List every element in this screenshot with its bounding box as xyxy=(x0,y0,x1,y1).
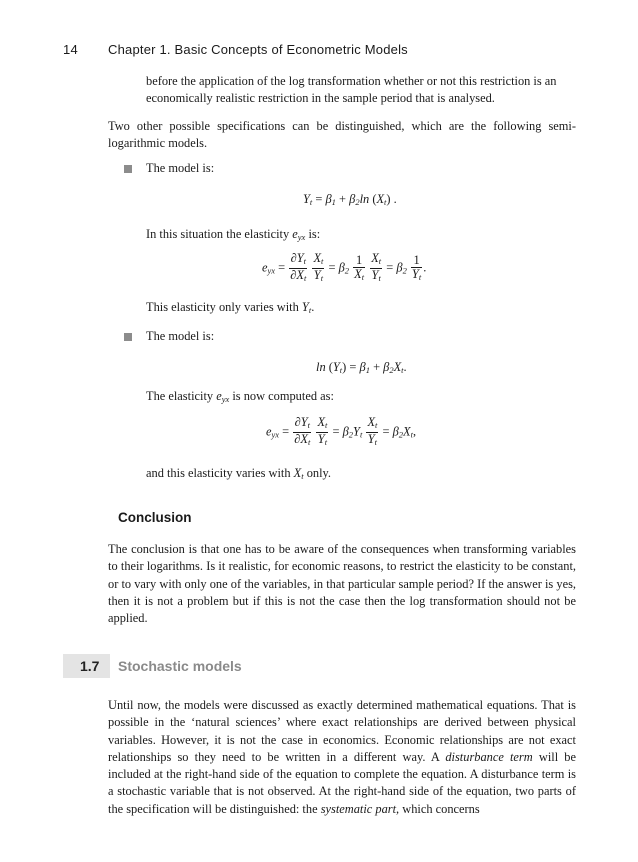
intro-line-1: before the application of the log transformation whether or not this restriction is an xyxy=(146,74,557,88)
conclusion-heading: Conclusion xyxy=(118,510,192,525)
bullet-square-icon xyxy=(124,165,132,173)
term-systematic-part: systematic part, xyxy=(320,801,400,816)
elasticity-intro-after: is: xyxy=(308,227,321,241)
intro-continuation xyxy=(146,73,576,108)
section-title: Stochastic models xyxy=(118,658,242,674)
item1-note: This elasticity only varies with $Y_t$. xyxy=(146,300,315,315)
conclusion-text: The conclusion is that one has to be aware of the consequences when transforming variables to their logarithms. Is it realistic, for economic reasons, to restrict the elasticity to be constant, or to vary with only one of the variables, in that particular sample period? If the answer is yes, then it is not a problem but if this is not the case then the log transformation should not be applied. xyxy=(108,542,576,626)
term-disturbance: disturbance term xyxy=(445,749,533,764)
item1-lead: The model is: xyxy=(146,161,215,175)
paragraph-semi-log: Two other possible specifications can be distinguished, which are the following semi-logarithmic models. xyxy=(108,119,576,151)
equation-elasticity-2: $e_{yx}$ = $\frac{\partial Y_t}{\partial X_t}$ $\frac{X_t}{Y_t}$ = $\beta_2Y_t$ $\frac{X_t}{Y_t}$ = $\beta_2X_t$, xyxy=(266,415,417,447)
equation-elasticity-1: $e_{yx}$ = $\frac{\partial Y_t}{\partial X_t}$ $\frac{X_t}{Y_t}$ = $\beta_2$ $\frac{1}{X_t}$ $\frac{X_t}{Y_t}$ = $\beta_2$ $\frac{1}{Y_t}$ . xyxy=(262,251,427,283)
equation-model-1: $Y_t = \beta_1 + \beta_2\ln$ $(X_t)$ . xyxy=(303,192,397,207)
elasticity-intro-text: In this situation the elasticity xyxy=(146,227,290,241)
running-header-title: Chapter 1. Basic Concepts of Econometric Models xyxy=(108,42,408,57)
page-number: 14 xyxy=(63,42,79,57)
item2-elasticity-intro: The elasticity $e_{yx}$ is now computed as: xyxy=(146,389,334,404)
section-number: 1.7 xyxy=(80,658,100,674)
item2-note: and this elasticity varies with $X_t$ only. xyxy=(146,466,332,481)
equation-model-2: $\ln (Y_t) = \beta_1 + \beta_2X_t$. xyxy=(316,360,407,375)
section-body: Until now, the models were discussed as exactly determined mathematical equations. That is possible in the ‘natural sciences’ where exact relationships are derived between physical variables. However, it is not the case in economics. Economic relationships are not exact relationships so they need to be written in a different way. A disturbance term will be included at the right-hand side of the equation to complete the equation. A disturbance term is a stochastic variable that is not observed. At the right-hand side of the equation, two parts of the specification will be distinguished: the systematic part, which concerns xyxy=(108,698,576,816)
item2-lead: The model is: xyxy=(146,329,215,343)
item1-elasticity-intro xyxy=(146,226,320,246)
elasticity-symbol: $e_{yx}$ xyxy=(292,227,306,242)
intro-line-2: economically realistic restriction in the sample period that is analysed. xyxy=(146,91,495,106)
bullet-square-icon xyxy=(124,333,132,341)
